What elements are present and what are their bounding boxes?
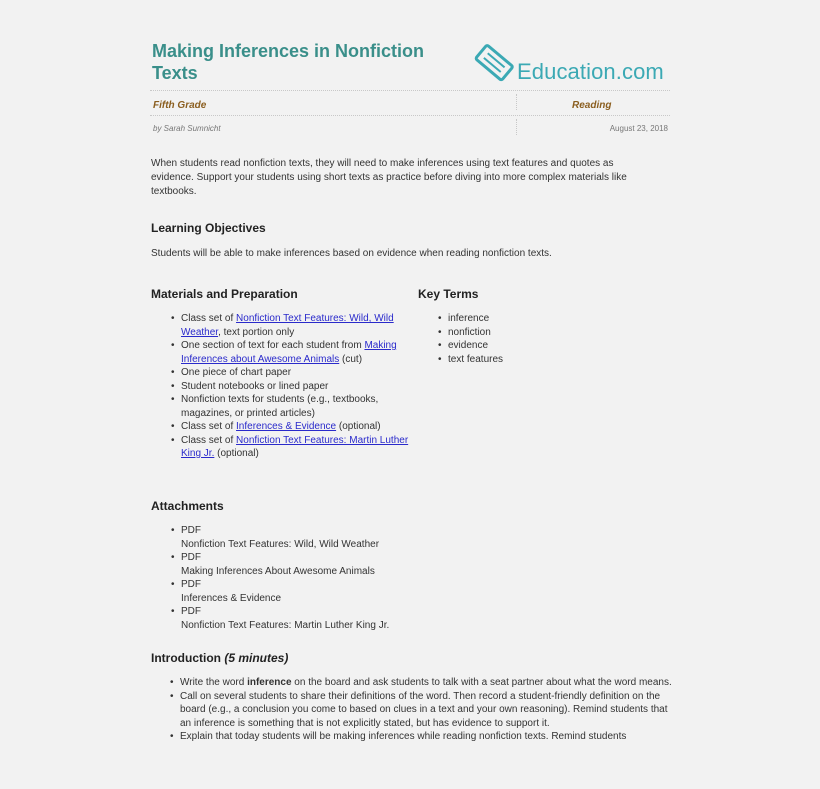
list-item[interactable]: • PDF Inferences & Evidence [151, 578, 551, 605]
meta-grade-row [150, 90, 670, 114]
list-item: • One section of text for each student from Making Inferences about Awesome Animals (cut) [151, 339, 411, 366]
list-item: • Student notebooks or lined paper [151, 380, 411, 394]
list-item: • nonfiction [418, 326, 658, 340]
list-item: • Explain that today students will be making inferences while reading nonfiction texts. Remind students [150, 730, 675, 744]
grade-label: Fifth Grade [153, 100, 207, 111]
list-item: • Class set of Nonfiction Text Features: Martin Luther King Jr. (optional) [151, 434, 411, 461]
key-terms-heading: Key Terms [418, 287, 479, 301]
learning-objectives-text: Students will be able to make inferences based on evidence when reading nonfiction texts. [151, 248, 552, 259]
intro-paragraph: When students read nonfiction texts, they will need to make inferences using text features and quotes as evidence. Support your students using short texts as practice before diving into more complex materials like textbooks. [151, 158, 627, 197]
list-item: • evidence [418, 339, 658, 353]
material-link-awesome-animals[interactable]: Making Inferences about Awesome Animals [181, 340, 397, 365]
list-item: • inference [418, 312, 658, 326]
material-link-wild-weather[interactable]: Nonfiction Text Features: Wild, Wild Weather [181, 313, 394, 338]
logo-wordmark: Education.com [517, 59, 664, 84]
introduction-heading: Introduction (5 minutes) [151, 651, 289, 665]
list-item[interactable]: • PDF Making Inferences About Awesome Animals [151, 551, 551, 578]
meta-author-row [150, 115, 670, 139]
materials-heading: Materials and Preparation [151, 287, 298, 301]
list-item: • Class set of Nonfiction Text Features: Wild, Wild Weather, text portion only [151, 312, 411, 339]
list-item: • Call on several students to share their definitions of the word. Then record a student-friendly definition on the board (e.g., a conclusion you come to based on clues in a text and your own reasoning). Remind students that an inference is something that is not explicitly stated, but has evidence to support it. [150, 690, 675, 731]
page-title: Making Inferences in Nonfiction Texts [152, 41, 425, 83]
learning-objectives-heading: Learning Objectives [151, 221, 266, 235]
key-terms-list [418, 312, 658, 366]
attachments-heading: Attachments [151, 499, 224, 513]
list-item: • Write the word inference on the board and ask students to talk with a seat partner about what the word means. [150, 676, 675, 690]
list-item[interactable]: • PDF Nonfiction Text Features: Martin Luther King Jr. [151, 605, 551, 632]
introduction-content [150, 676, 675, 747]
list-item: • Class set of Inferences & Evidence (optional) [151, 420, 411, 434]
introduction-list [150, 676, 675, 744]
list-item[interactable]: • PDF Nonfiction Text Features: Wild, Wild Weather [151, 524, 551, 551]
author-label: by Sarah Sumnicht [153, 124, 221, 133]
date-label: August 23, 2018 [609, 124, 668, 133]
list-item: • Nonfiction texts for students (e.g., textbooks, magazines, or printed articles) [151, 393, 411, 420]
attachments-list [151, 524, 551, 632]
introduction-duration: (5 minutes) [224, 651, 289, 665]
list-item: • text features [418, 353, 658, 367]
list-item: • One piece of chart paper [151, 366, 411, 380]
material-link-inferences-evidence[interactable]: Inferences & Evidence [236, 421, 337, 432]
material-link-mlk[interactable]: Nonfiction Text Features: Martin Luther King Jr. [181, 434, 409, 459]
subject-label: Reading [572, 100, 612, 111]
materials-list [151, 312, 411, 461]
